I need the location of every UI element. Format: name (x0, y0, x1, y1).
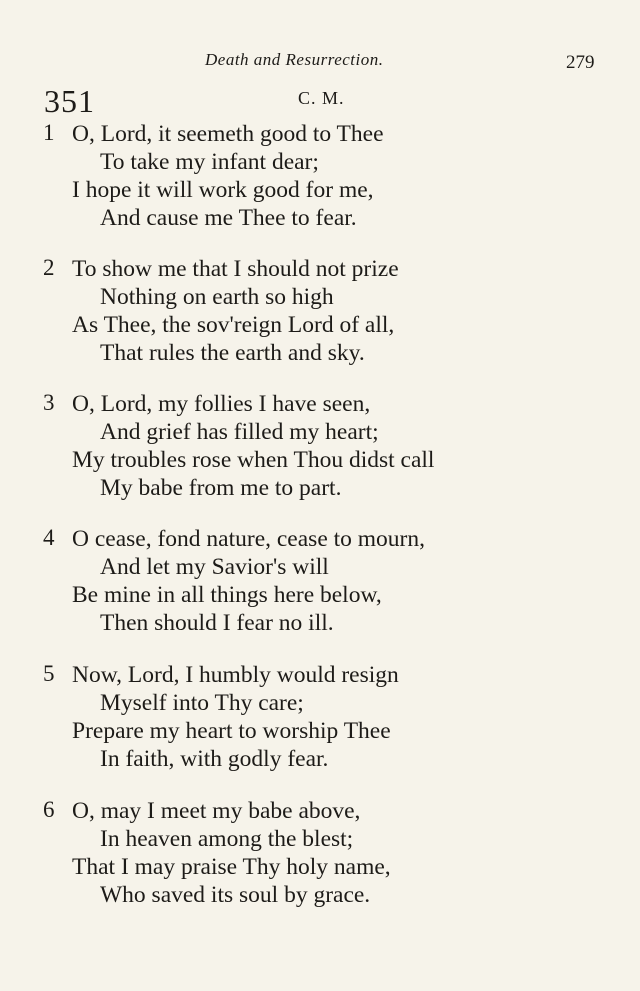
stanza-line: O cease, fond nature, cease to mourn, (72, 526, 426, 552)
stanza-line: Prepare my heart to worship Thee (72, 718, 391, 744)
stanza-number: 1 (43, 120, 55, 145)
stanza-line: Myself into Thy care; (100, 690, 304, 716)
stanza-line: Nothing on earth so high (100, 284, 334, 310)
stanza-line: Then should I fear no ill. (100, 610, 334, 636)
stanza-line: To show me that I should not prize (72, 256, 399, 282)
page-number: 279 (566, 52, 595, 73)
stanza-line: O, Lord, my follies I have seen, (72, 391, 371, 417)
stanza-line: O, may I meet my babe above, (72, 798, 361, 824)
stanza-line: To take my infant dear; (100, 149, 319, 175)
stanza-line: As Thee, the sov'reign Lord of all, (72, 312, 395, 338)
hymn-number: 351 (44, 83, 95, 119)
stanza-line: In faith, with godly fear. (100, 746, 329, 772)
stanza-number: 3 (43, 390, 55, 415)
stanza-number: 4 (43, 525, 55, 550)
stanza-line: Now, Lord, I humbly would resign (72, 662, 399, 688)
stanza-line: And let my Savior's will (100, 554, 329, 580)
stanza-line: That rules the earth and sky. (100, 340, 365, 366)
stanza-line: And cause me Thee to fear. (100, 205, 357, 231)
running-head: Death and Resurrection. (205, 50, 384, 69)
stanza-number: 2 (43, 255, 55, 280)
hymn-meter: C. M. (298, 88, 345, 108)
stanza-line: My babe from me to part. (100, 475, 342, 501)
stanza-line: My troubles rose when Thou didst call (72, 447, 435, 473)
stanza-number: 6 (43, 797, 55, 822)
stanza-line: I hope it will work good for me, (72, 177, 374, 203)
stanza-line: That I may praise Thy holy name, (72, 854, 391, 880)
stanza-line: O, Lord, it seemeth good to Thee (72, 121, 384, 147)
stanza-line: Be mine in all things here below, (72, 582, 382, 608)
stanza-number: 5 (43, 661, 55, 686)
stanza-line: In heaven among the blest; (100, 826, 354, 852)
stanza-line: And grief has filled my heart; (100, 419, 379, 445)
stanza-line: Who saved its soul by grace. (100, 882, 371, 908)
